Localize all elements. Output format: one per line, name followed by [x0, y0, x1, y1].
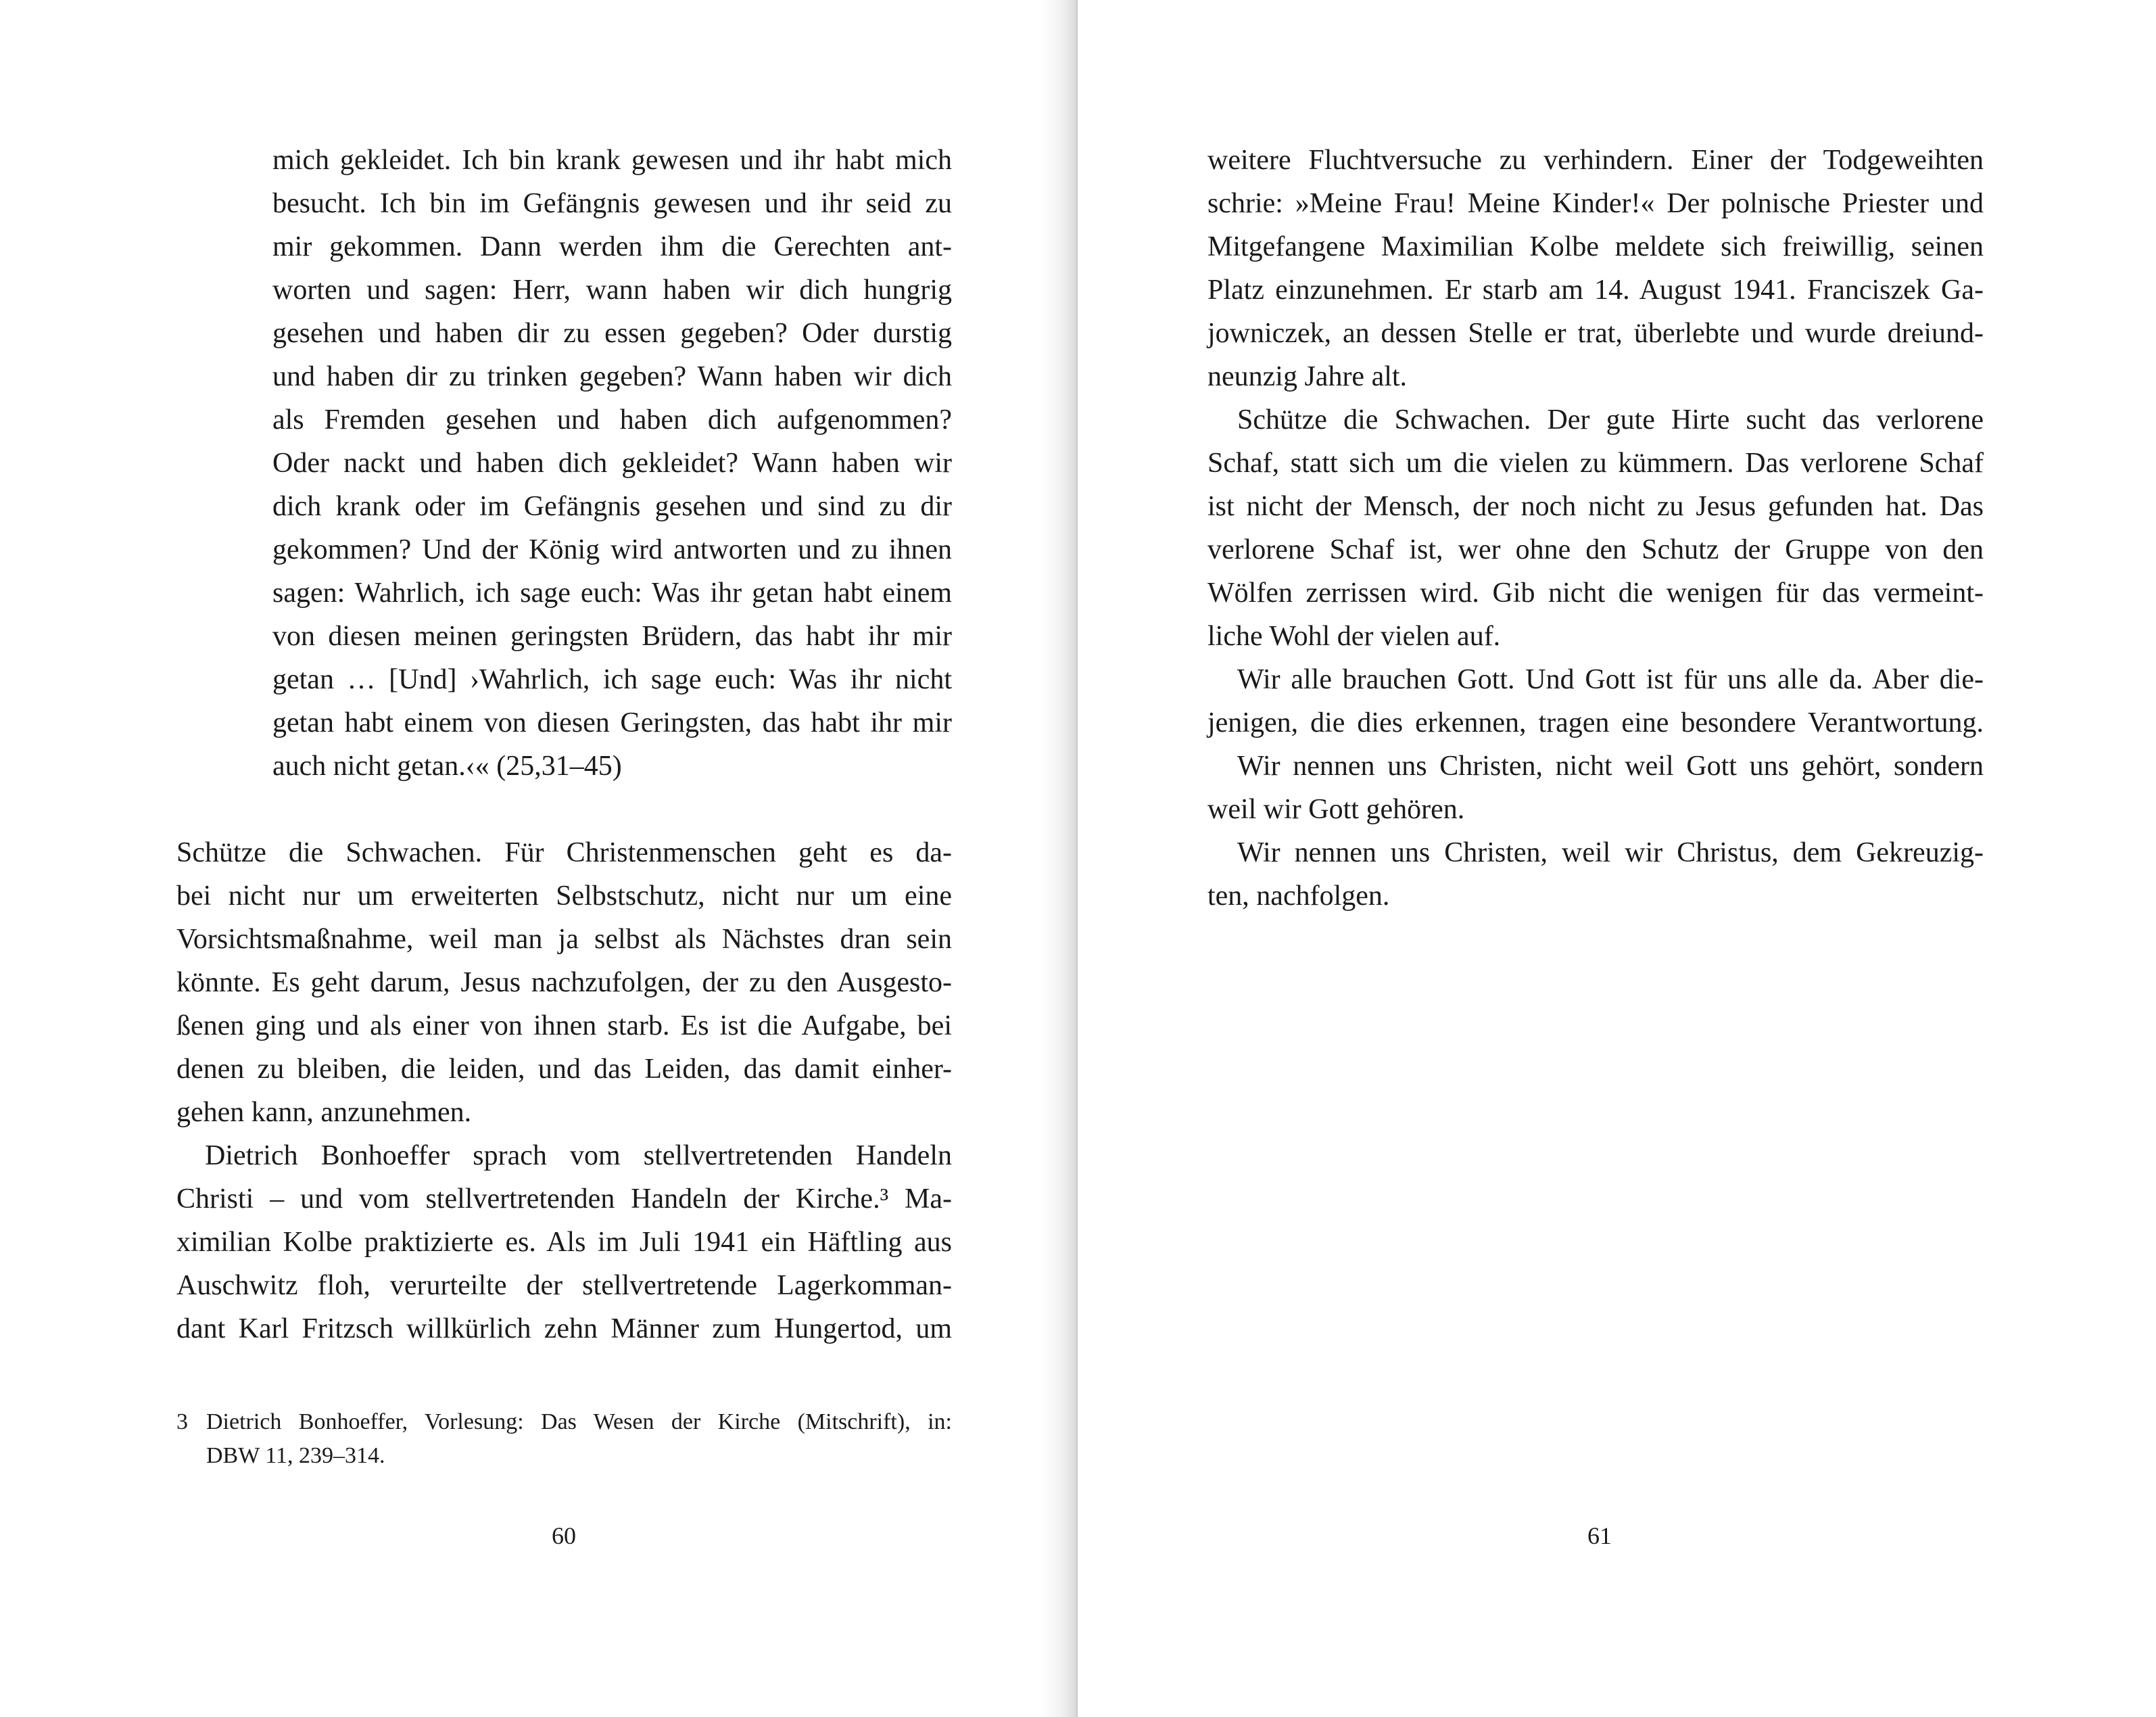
paragraph-line: liche Wohl der vielen auf. [1207, 621, 1501, 652]
quote-line: mir gekommen. Dann werden ihm die Gerechten ant- [272, 231, 952, 262]
page-number: 61 [1587, 1522, 1612, 1549]
quote-line: gekommen? Und der König wird antworten und zu ihnen [272, 534, 952, 565]
paragraph-line: ximilian Kolbe praktizierte es. Als im Juli 1941 ein Häftling aus [176, 1227, 952, 1258]
paragraph-line: Wir alle brauchen Gott. Und Gott ist für uns alle da. Aber die- [1237, 664, 1984, 695]
quote-line: gesehen und haben dir zu essen gegeben? Oder durstig [272, 318, 952, 349]
paragraph-line: Wir nennen uns Christen, nicht weil Gott uns gehört, sondern [1237, 751, 1984, 782]
paragraph-line: Wölfen zerrissen wird. Gib nicht die wenigen für das vermeint- [1207, 578, 1984, 609]
quote-line: worten und sagen: Herr, wann haben wir dich hungrig [272, 275, 952, 306]
quote-line: und haben dir zu trinken gegeben? Wann haben wir dich [272, 361, 952, 392]
quote-line: getan habt einem von diesen Geringsten, das habt ihr mir [272, 707, 952, 738]
paragraph-line: Vorsichtsmaßnahme, weil man ja selbst als Nächstes dran sein [176, 924, 952, 955]
paragraph-line: Wir nennen uns Christen, weil wir Christus, dem Gekreuzig- [1237, 837, 1984, 868]
paragraph-line: jowniczek, an dessen Stelle er trat, überlebte und wurde dreiund- [1207, 318, 1984, 349]
paragraph-line: ist nicht der Mensch, der noch nicht zu Jesus gefunden hat. Das [1207, 491, 1984, 522]
paragraph-line: dant Karl Fritzsch willkürlich zehn Männer zum Hungertod, um [176, 1313, 952, 1344]
paragraph-line: weitere Fluchtversuche zu verhindern. Einer der Todgeweihten [1207, 145, 1984, 176]
paragraph-line: gehen kann, anzunehmen. [176, 1097, 472, 1128]
gutter-shadow [1041, 0, 1078, 1717]
paragraph-line: Schaf, statt sich um die vielen zu kümmern. Das verlorene Schaf [1207, 448, 1984, 479]
right-page [1078, 0, 2156, 1717]
footnote-line: DBW 11, 239–314. [206, 1443, 385, 1468]
quote-line: von diesen meinen geringsten Brüdern, das habt ihr mir [272, 621, 952, 652]
page-number: 60 [552, 1522, 576, 1549]
quote-line: auch nicht getan.‹« (25,31–45) [272, 751, 622, 782]
paragraph-line: weil wir Gott gehören. [1207, 794, 1465, 825]
paragraph-line: Auschwitz floh, verurteilte der stellvertretende Lagerkomman- [176, 1270, 952, 1301]
paragraph-line: Schütze die Schwachen. Für Christenmenschen geht es da- [176, 837, 952, 868]
paragraph-line: schrie: »Meine Frau! Meine Kinder!« Der polnische Priester und [1207, 188, 1984, 219]
quote-line: Oder nackt und haben dich gekleidet? Wann haben wir [272, 448, 952, 479]
paragraph-line: ten, nachfolgen. [1207, 880, 1390, 912]
paragraph-line: jenigen, die dies erkennen, tragen eine besondere Verantwortung. [1207, 707, 1984, 738]
paragraph-line: denen zu bleiben, die leiden, und das Leiden, das damit einher- [176, 1054, 952, 1085]
quote-line: sagen: Wahrlich, ich sage euch: Was ihr getan habt einem [272, 578, 952, 609]
paragraph-line: verlorene Schaf ist, wer ohne den Schutz der Gruppe von den [1207, 534, 1984, 565]
paragraph-line: Schütze die Schwachen. Der gute Hirte sucht das verlorene [1237, 404, 1984, 436]
footnote-number: 3 [176, 1409, 188, 1434]
paragraph-line: Christi – und vom stellvertretenden Handeln der Kirche.³ Ma- [176, 1183, 952, 1215]
quote-line: als Fremden gesehen und haben dich aufgenommen? [272, 404, 952, 436]
paragraph-line: Platz einzunehmen. Er starb am 14. August 1941. Franciszek Ga- [1207, 275, 1984, 306]
quote-line: dich krank oder im Gefängnis gesehen und sind zu dir [272, 491, 952, 522]
paragraph-line: Mitgefangene Maximilian Kolbe meldete sich freiwillig, seinen [1207, 231, 1984, 262]
paragraph-line: bei nicht nur um erweiterten Selbstschutz, nicht nur um eine [176, 880, 952, 912]
paragraph-line: Dietrich Bonhoeffer sprach vom stellvertretenden Handeln [205, 1140, 952, 1171]
paragraph-line: könnte. Es geht darum, Jesus nachzufolgen, der zu den Ausgesto- [176, 967, 952, 998]
footnote-line: Dietrich Bonhoeffer, Vorlesung: Das Wesen der Kirche (Mitschrift), in: [206, 1409, 952, 1434]
paragraph-line: neunzig Jahre alt. [1207, 361, 1408, 392]
paragraph-line: ßenen ging und als einer von ihnen starb. Es ist die Aufgabe, bei [176, 1010, 952, 1041]
quote-line: besucht. Ich bin im Gefängnis gewesen und ihr seid zu [272, 188, 952, 219]
quote-line: getan … [Und] ›Wahrlich, ich sage euch: Was ihr nicht [272, 664, 952, 695]
quote-line: mich gekleidet. Ich bin krank gewesen und ihr habt mich [272, 145, 952, 176]
